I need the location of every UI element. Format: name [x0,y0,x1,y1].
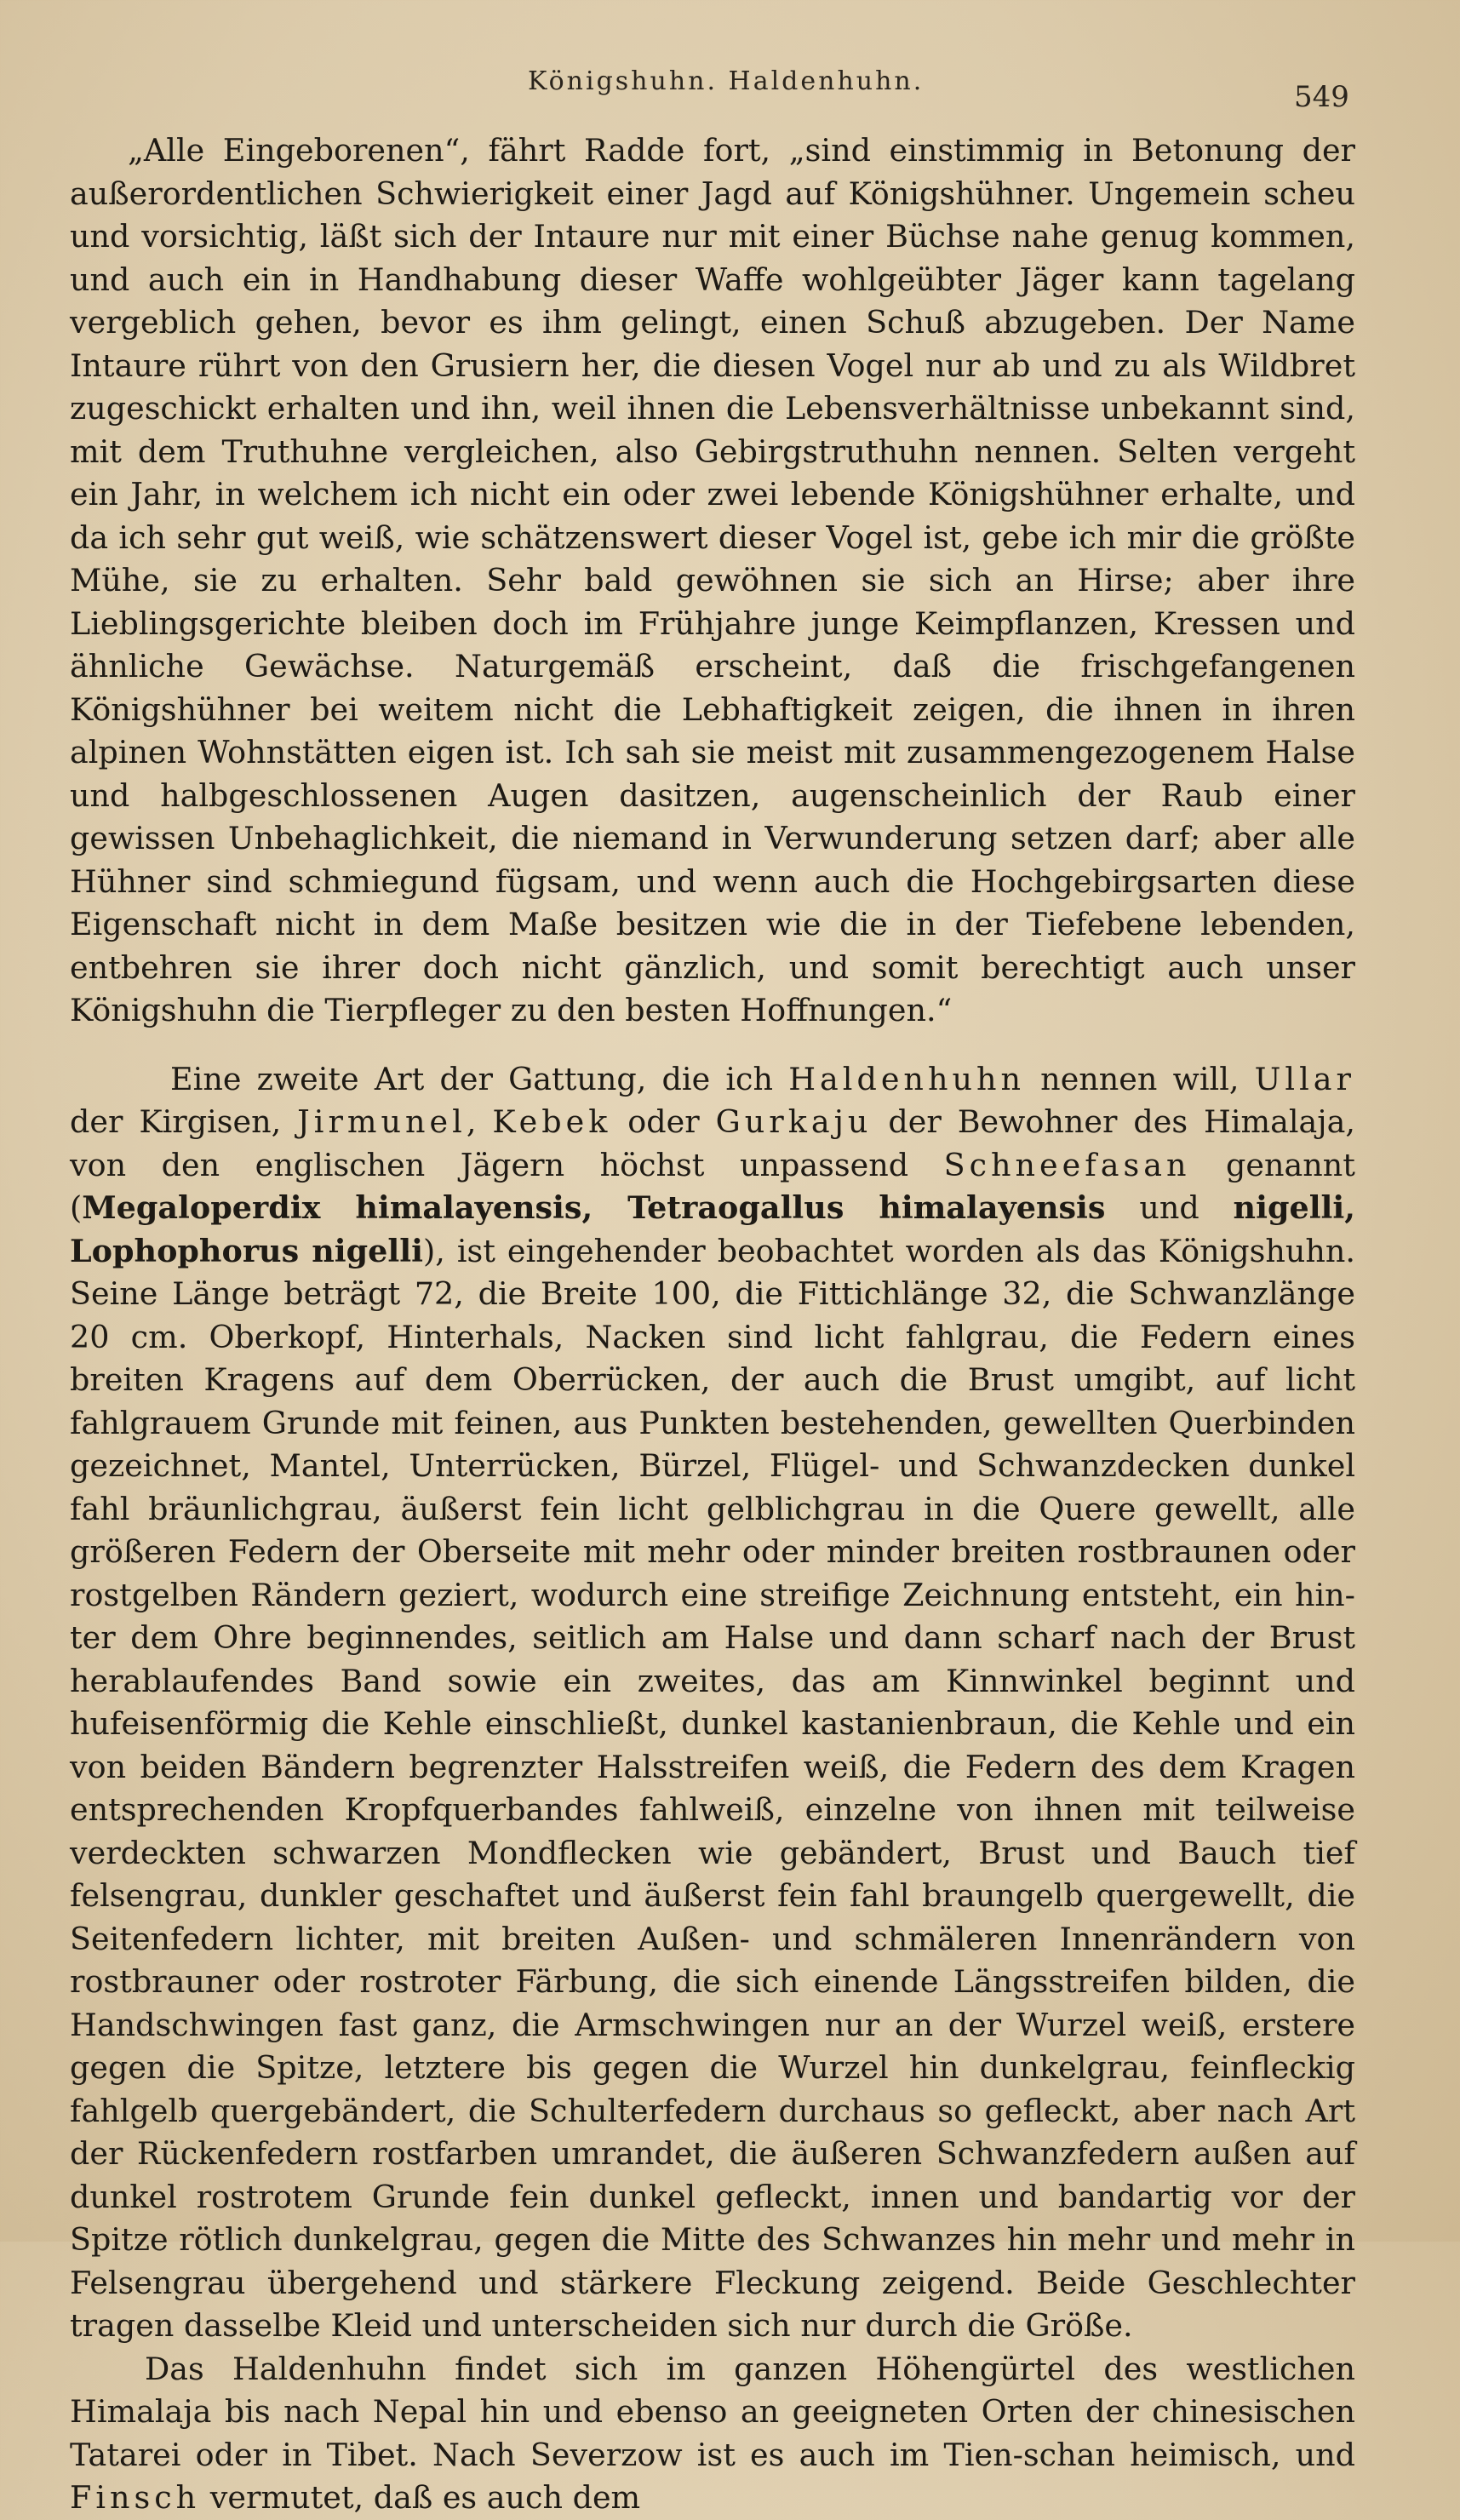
text-run: der Bewohner des Himalaja, von den englischen Jägern höchst unpassend [70,1103,1355,1183]
species-name-ullar: Ullar [1254,1060,1355,1097]
text-run: vermutet, daß es auch dem [200,2479,641,2516]
text-run: , [466,1103,493,1140]
text-run: der Kirgisen, [70,1103,298,1140]
running-title: Königshuhn. Haldenhuhn. [528,66,925,96]
paragraph-distribution [70,2348,1355,2520]
text-run: und [1105,1189,1234,1226]
body-text [70,129,1355,2520]
latin-name-1: Megaloperdix himalayensis, Tetraogallus himalayensis [82,1189,1106,1226]
text-run: genannt ( [70,1146,1355,1226]
text-run: oder [611,1103,716,1140]
text-run: nennen will, [1024,1060,1255,1097]
author-name-finsch: Finsch [70,2479,201,2516]
text-run: Eine zweite Art der Gattung, die ich [170,1060,789,1097]
page-number: 549 [1294,80,1349,114]
text-run: Das Haldenhuhn findet sich im ganzen Höhengürtel des westlichen Himalaja bis nach Nepal hin und ebenso an geeigneten Orten der chinesischen Tatarei oder in Tibet. Nach Severzow ist es auch im Tien-schan heimisch, und [70,2350,1355,2473]
species-name-haldenhuhn: Haldenhuhn [788,1060,1025,1097]
paragraph-haldenhuhn-description [70,1058,1355,2348]
latin-name-2: nigelli, Lophophorus nigelli [70,1189,1355,1269]
species-name-schneefasan: Schneefasan [943,1146,1191,1183]
species-name-jirmunel: Jirmunel [297,1103,467,1140]
species-name-gurkaju: Gurkaju [715,1103,873,1140]
text-run: ), ist eingehender beobachtet worden als das Königshuhn. Seine Länge beträgt 72, die Breite 100, die Fittichlänge 32, die Schwanzlänge 20 cm. Oberkopf, Hinterhals, Nacken sind licht fahlgrau, die Federn eines breiten Kragens auf dem Oberrücken, der auch die Brust umgibt, auf licht fahlgrauem Grunde mit feinen, aus Punkten bestehenden, gewellten Querbinden gezeichnet, Mantel, Unterrücken, Bürzel, Flügel- und Schwanzdecken dunkel fahl bräunlichgrau, äußerst fein licht gelblichgrau in die Quere gewellt, alle größeren Federn der Oberseite mit mehr oder minder breiten rostbraunen oder rostgelben Rändern geziert, wodurch eine streifige Zeichnung entsteht, ein hinter dem Ohre beginnendes, seitlich am Halse und dann scharf nach der Brust herablaufendes Band sowie ein zweites, das am Kinnwinkel beginnt und hufeisenförmig die Kehle einschließt, dunkel kastanienbraun, die Kehle und ein von beiden Bändern begrenzter Halsstreifen weiß, die Federn des dem Kragen entsprechenden Kropfquerbandes fahlweiß, einzelne von ihnen mit teilweise verdeckten schwarzen Mondflecken wie gebändert, Brust und Bauch tief felsengrau, dunkler geschaftet und äußerst fein fahl braungelb quergewellt, die Seitenfedern lichter, mit breiten Außen- und schmäleren Innenrändern von rostbrauner oder rostroter Färbung, die sich einende Längsstreifen bilden, die Handschwingen fast ganz, die Armschwingen nur an der Wurzel weiß, erstere gegen die Spitze, letztere bis gegen die Wurzel hin dunkelgrau, feinfleckig fahlgelb quergebändert, die Schulterfedern durchaus so gefleckt, aber nach Art der Rückenfedern rostfarben umrandet, die äußeren Schwanzfedern außen auf dunkel rostrotem Grunde fein dunkel gefleckt, innen und bandartig vor der Spitze rötlich dunkelgrau, gegen die Mitte des Schwanzes hin mehr und mehr in Felsengrau übergehend und stärkere Fleckung zeigend. Beide Geschlechter tragen dasselbe Kleid und unterscheiden sich nur durch die Größe. [70,1232,1355,2344]
paragraph-radde-quote: „Alle Eingeborenen“, fährt Radde fort, „sind einstimmig in Betonung der außerordentlichen Schwierigkeit einer Jagd auf Königshühner. Ungemein scheu und vorsichtig, läßt sich der Intaure nur mit einer Büchse nahe genug kommen, und auch ein in Handhabung dieser Waffe wohlgeübter Jäger kann tagelang vergeblich gehen, bevor es ihm gelingt, einen Schuß abzugeben. Der Name Intaure rührt von den Grusiern her, die diesen Vogel nur ab und zu als Wildbret zugeschickt erhalten und ihn, weil ihnen die Lebensverhältnisse unbekannt sind, mit dem Truthuhne vergleichen, also Gebirgstruthuhn nennen. Selten vergeht ein Jahr, in welchem ich nicht ein oder zwei lebende Königshühner erhalte, und da ich sehr gut weiß, wie schätzenswert dieser Vogel ist, gebe ich mir die größte Mühe, sie zu erhalten. Sehr bald gewöhnen sie sich an Hirse; aber ihre Lieblingsgerichte bleiben doch im Frühjahre junge Keimpflanzen, Kressen und ähnliche Gewächse. Naturgemäß erscheint, daß die frischgefangenen Königshühner bei weitem nicht die Lebhaftigkeit zeigen, die ihnen in ihren alpinen Wohnstätten eigen ist. Ich sah sie meist mit zusammengezogenem Halse und halbgeschlossenen Augen dasitzen, augenscheinlich der Raub einer gewissen Unbehaglichkeit, die niemand in Verwunderung setzen darf; aber alle Hühner sind schmiegund fügsam, und wenn auch die Hochgebirgsarten diese Eigenschaft nicht in dem Maße besitzen wie die in der Tiefebene lebenden, entbehren sie ihrer doch nicht gänzlich, und somit berechtigt auch unser Königshuhn die Tierpfleger zu den besten Hoffnungen.“ [70,132,1355,1028]
species-name-kebek: Kebek [492,1103,612,1140]
